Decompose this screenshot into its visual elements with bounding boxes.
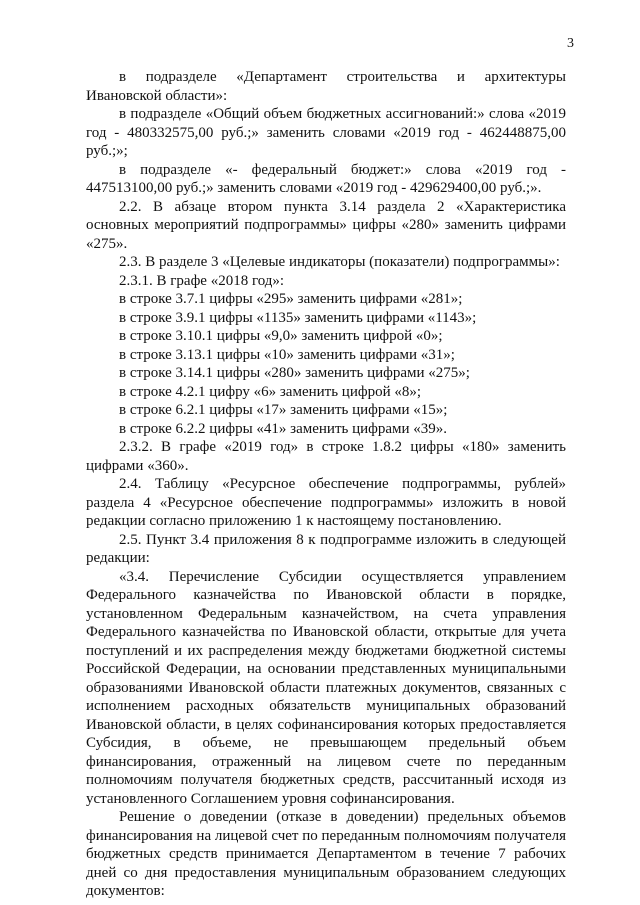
paragraph: в подразделе «- федеральный бюджет:» слова «2019 год - 447513100,00 руб.;» заменить словами «2019 год - 429629400,00 руб.;». bbox=[86, 161, 566, 196]
paragraph: «3.4. Перечисление Субсидии осуществляется управлением Федерального казначейства по Ивановской области в порядке, установленном Федеральным казначейством, на счета управления Федерального казначейства по Ивановской области, открытые для учета поступлений и их распределения между бюджетами бюджетной системы Российской Федерации, на основании представленных муниципальными образованиями Ивановской области платежных документов, связанных с исполнением расходных обязательств муниципальных образований Ивановской области, в целях софинансирования которых предоставляется Субсидия, в объеме, не превышающем предельный объем финансирования, отраженный на лицевом счете по переданным полномочиям получателя бюджетных средств, рассчитанный исходя из установленного Соглашением уровня софинансирования. bbox=[86, 568, 566, 807]
list-item: в строке 3.10.1 цифры «9,0» заменить цифрой «0»; bbox=[119, 328, 443, 344]
paragraph: 2.5. Пункт 3.4 приложения 8 к подпрограмме изложить в следующей редакции: bbox=[86, 531, 566, 566]
paragraph: 2.4. Таблицу «Ресурсное обеспечение подпрограммы, рублей» раздела 4 «Ресурсное обеспечение подпрограммы» изложить в новой редакции согласно приложению 1 к настоящему постановлению. bbox=[86, 476, 566, 529]
paragraph: в подразделе «Департамент строительства и архитектуры Ивановской области»: bbox=[86, 69, 566, 104]
paragraph: в подразделе «Общий объем бюджетных ассигнований:» слова «2019 год - 480332575,00 руб.;» заменить словами «2019 год - 462448875,00 руб.;»; bbox=[86, 106, 566, 159]
list-item: в строке 6.2.1 цифры «17» заменить цифрами «15»; bbox=[119, 402, 448, 418]
list-item: в строке 3.13.1 цифры «10» заменить цифрами «31»; bbox=[119, 346, 455, 363]
list-item: 2.3.1. В графе «2018 год»: bbox=[119, 272, 285, 289]
paragraph: 2.3.2. В графе «2019 год» в строке 1.8.2 цифры «180» заменить цифрами «360». bbox=[86, 439, 566, 474]
document-body bbox=[86, 68, 566, 901]
paragraph: 2.3. В разделе 3 «Целевые индикаторы (показатели) подпрограммы»: bbox=[119, 254, 560, 270]
list-item: в строке 6.2.2 цифры «41» заменить цифрами «39». bbox=[119, 420, 448, 437]
list-item: в строке 4.2.1 цифру «6» заменить цифрой «8»; bbox=[119, 383, 422, 400]
page-number: 3 bbox=[567, 36, 574, 51]
paragraph: 2.2. В абзаце втором пункта 3.14 раздела 2 «Характеристика основных мероприятий подпрограммы» цифры «280» заменить цифрами «275». bbox=[86, 198, 566, 252]
list-item: в строке 3.14.1 цифры «280» заменить цифрами «275»; bbox=[119, 365, 470, 381]
list-item: в строке 3.7.1 цифры «295» заменить цифрами «281»; bbox=[119, 291, 463, 307]
paragraph: Решение о доведении (отказе в доведении) предельных объемов финансирования на лицевой счет по переданным полномочиям получателя бюджетных средств принимается Департаментом в течение 7 рабочих дней со дня предоставления муниципальным образованием следующих документов: bbox=[86, 809, 566, 899]
list-item: в строке 3.9.1 цифры «1135» заменить цифрами «1143»; bbox=[119, 309, 477, 326]
